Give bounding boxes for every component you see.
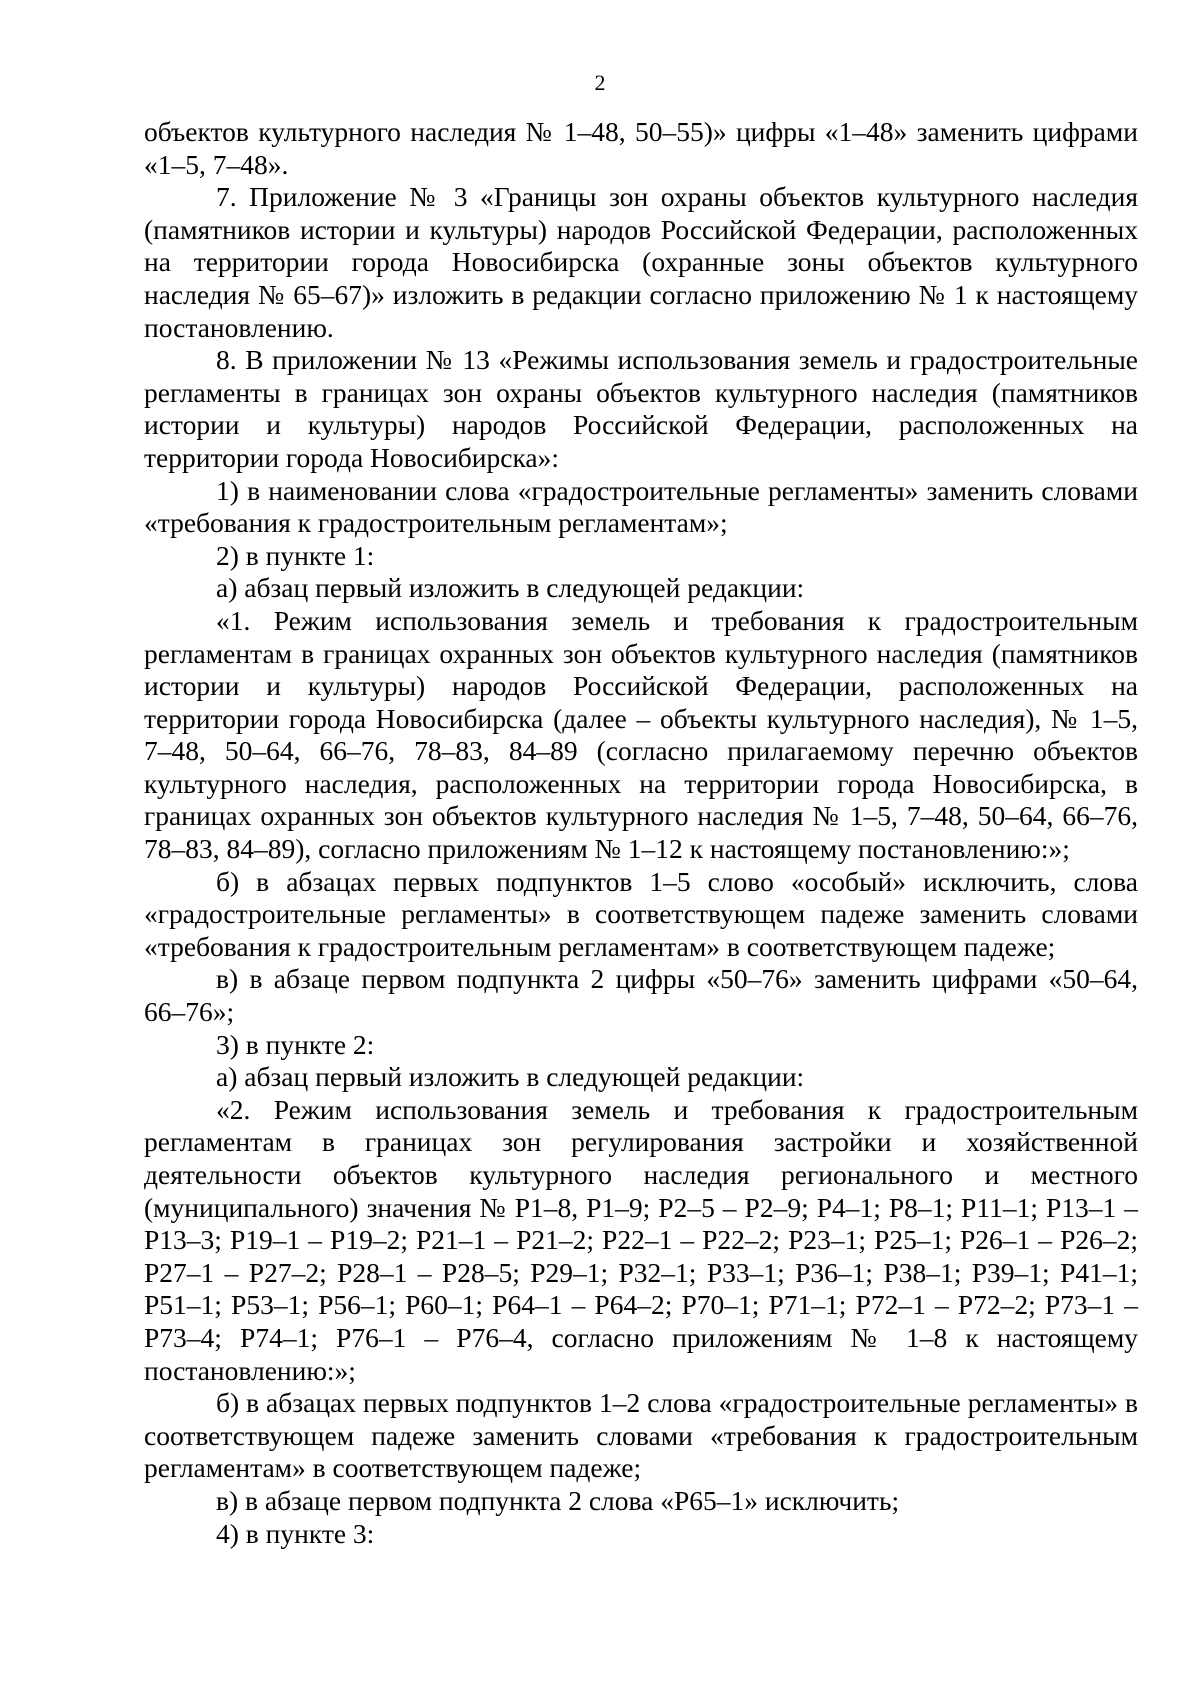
paragraph-subitem-3v: в) в абзаце первом подпункта 2 слова «Р65–1» исключить;: [216, 1484, 900, 1516]
paragraph-subitem-4: 4) в пункте 3:: [216, 1517, 375, 1549]
document-body: [144, 116, 1138, 1550]
paragraph-subitem-3a: а) абзац первый изложить в следующей редакции:: [216, 1061, 805, 1093]
paragraph-subitem-2a: а) абзац первый изложить в следующей редакции:: [216, 572, 805, 604]
paragraph-subitem-3: 3) в пункте 2:: [216, 1028, 375, 1060]
paragraph-quoted-point-2: «2. Режим использования земель и требования к градостроительным регламентам в границах зон регулирования застройки и хозяйственной деятельности объектов культурного наследия регионального и местного (муниципального) значения № Р1–8, Р1–9; Р2–5 – Р2–9; Р4–1; Р8–1; Р11–1; Р13–1 – Р13–3; Р19–1 – Р19–2; Р21–1 – Р21–2; Р22–1 – Р22–2; Р23–1; Р25–1; Р26–1 – Р26–2; Р27–1 – Р27–2; Р28–1 – Р28–5; Р29–1; Р32–1; Р33–1; Р36–1; Р38–1; Р39–1; Р41–1; Р51–1; Р53–1; Р56–1; Р60–1; Р64–1 – Р64–2; Р70–1; Р71–1; Р72–1 – Р72–2; Р73–1 – Р73–4; Р74–1; Р76–1 – Р76–4, согласно приложениям № 1–8 к настоящему постановлению:»;: [144, 1093, 1138, 1386]
paragraph-continuation: объектов культурного наследия № 1–48, 50–55)» цифры «1–48» заменить цифрами «1–5, 7–48».: [144, 116, 1138, 180]
paragraph-subitem-1: 1) в наименовании слова «градостроительные регламенты» заменить словами «требования к градостроительным регламентам»;: [144, 474, 1138, 539]
paragraph-quoted-point-1: «1. Режим использования земель и требования к градостроительным регламентам в границах охранных зон объектов культурного наследия (памятников истории и культуры) народов Российской Федерации, расположенных на территории города Новосибирска (далее – объекты культурного наследия), № 1–5, 7–48, 50–64, 66–76, 78–83, 84–89 (согласно прилагаемому перечню объектов культурного наследия, расположенных на территории города Новосибирска, в границах охранных зон объектов культурного наследия № 1–5, 7–48, 50–64, 66–76, 78–83, 84–89), согласно приложениям № 1–12 к настоящему постановлению:»;: [144, 604, 1138, 865]
paragraph-subitem-3b: б) в абзацах первых подпунктов 1–2 слова «градостроительные регламенты» в соответствующем падеже заменить словами «требования к градостроительным регламентам» в соответствующем падеже;: [144, 1387, 1138, 1484]
paragraph-item-7: 7. Приложение № 3 «Границы зон охраны объектов культурного наследия (памятников истории и культуры) народов Российской Федерации, расположенных на территории города Новосибирска (охранные зоны объектов культурного наследия № 65–67)» изложить в редакции согласно приложению № 1 к настоящему постановлению.: [144, 181, 1138, 343]
paragraph-item-8: 8. В приложении № 13 «Режимы использования земель и градостроительные регламенты в границах зон охраны объектов культурного наследия (памятников истории и культуры) народов Российской Федерации, расположенных на территории города Новосибирска»:: [144, 344, 1138, 473]
paragraph-subitem-2: 2) в пункте 1:: [216, 539, 375, 571]
page-number: 2: [594, 70, 606, 95]
paragraph-subitem-2b: б) в абзацах первых подпунктов 1–5 слово «особый» исключить, слова «градостроительные регламенты» в соответствующем падеже заменить словами «требования к градостроительным регламентам» в соответствующем падеже;: [144, 865, 1138, 962]
paragraph-subitem-2v: в) в абзаце первом подпункта 2 цифры «50–76» заменить цифрами «50–64, 66–76»;: [144, 963, 1138, 1028]
